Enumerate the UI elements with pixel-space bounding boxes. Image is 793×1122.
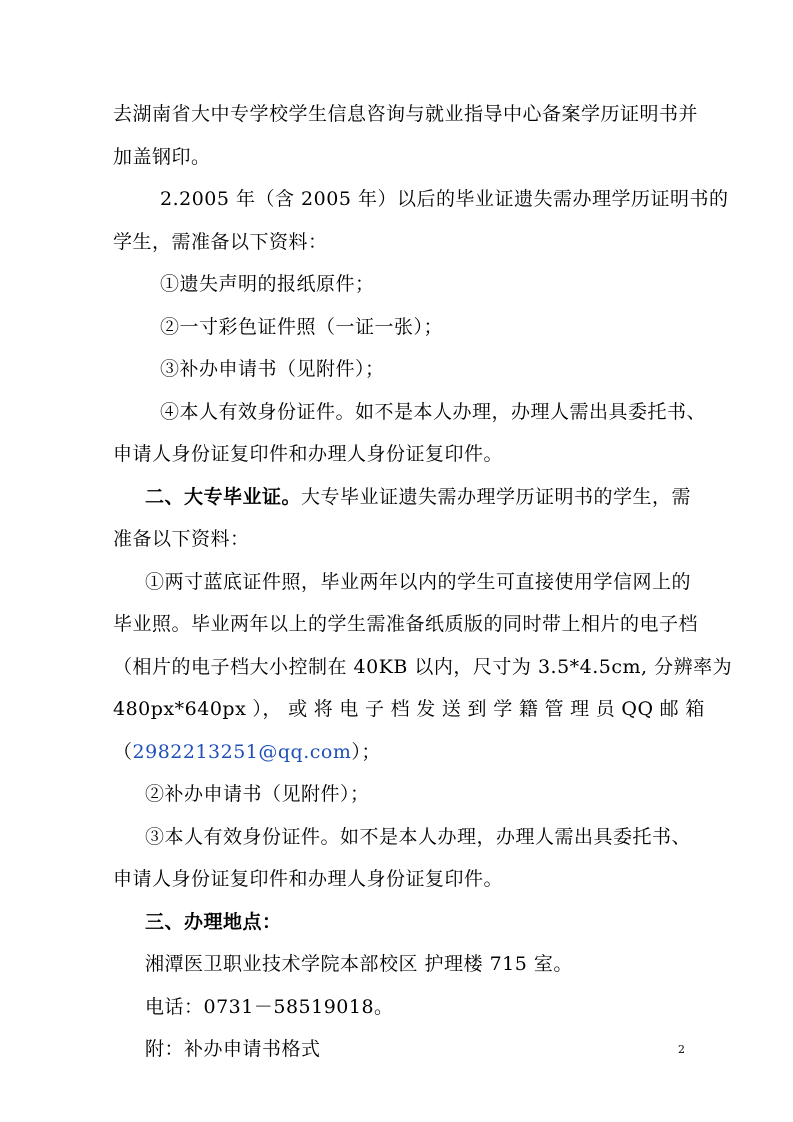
text-segment: 电 [339,698,359,720]
text-line-18: ③本人有效身份证件。如不是本人办理，办理人需出具委托书、 [145,826,692,848]
text-line-9: 申请人身份证复印件和办理人身份证复印件。 [113,443,504,465]
text-segment: 到 [467,698,488,720]
text-line-12: ①两寸蓝底证件照，毕业两年以内的学生可直接使用学信网上的 [145,571,692,593]
phone-line: 电话：0731－58519018。 [145,996,394,1018]
text-segment: 档 [390,698,411,720]
email-close-paren: ）； [351,741,381,763]
text-segment: 480px*640px [113,698,247,720]
address-line: 湘潭医卫职业技术学院本部校区 护理楼 715 室。 [145,953,573,975]
text-segment: 送 [441,698,462,720]
text-line-2: 加盖钢印。 [113,146,211,168]
email-open-paren: （ [113,741,133,763]
text-line-19: 申请人身份证复印件和办理人身份证复印件。 [113,868,504,890]
text-segment: 将 [313,698,334,720]
text-line-15 [113,697,705,721]
section-two-text: 大专毕业证遗失需办理学历证明书的学生，需 [301,486,692,508]
text-segment: 学 [493,698,513,720]
email-link[interactable]: 2982213251@qq.com [132,741,352,763]
text-line-8: ④本人有效身份证件。如不是本人办理，办理人需出具委托书、 [160,401,707,423]
text-line-5: ①遗失声明的报纸原件； [160,273,375,295]
text-segment: 邮 [659,698,680,720]
text-line-1: 去湖南省大中专学校学生信息咨询与就业指导中心备案学历证明书并 [113,103,699,125]
text-segment: 理 [570,698,590,720]
text-line-13: 毕业照。毕业两年以上的学生需准备纸质版的同时带上相片的电子档 [113,613,699,635]
text-line-4: 学生，需准备以下资料： [113,231,328,253]
text-line-14: （相片的电子档大小控制在 40KB 以内，尺寸为 3.5*4.5cm, 分辨率为 [113,656,733,678]
email-line [113,740,381,764]
text-segment: 子 [364,698,385,720]
text-line-17: ②补办申请书（见附件）； [145,783,370,805]
text-segment: 员 [595,698,616,720]
text-segment: QQ [621,698,654,720]
page-number: 2 [678,1043,685,1056]
text-segment: 箱 [685,698,705,720]
text-line-3: 2.2005 年（含 2005 年）以后的毕业证遗失需办理学历证明书的 [160,188,729,210]
text-segment: 管 [544,698,564,720]
text-line-7: ③补办申请书（见附件）； [160,358,385,380]
attachment-line: 附：补办申请书格式 [145,1038,321,1060]
section-two-line [145,485,691,509]
section-two-heading: 二、大专毕业证。 [145,486,302,508]
section-three-heading: 三、办理地点： [145,911,282,933]
text-segment: 或 [288,698,308,720]
text-line-6: ②一寸彩色证件照（一证一张）； [160,316,444,338]
text-line-11: 准备以下资料： [113,528,250,550]
text-segment: ）， [252,698,282,720]
text-segment: 发 [416,698,436,720]
text-segment: 籍 [518,698,539,720]
